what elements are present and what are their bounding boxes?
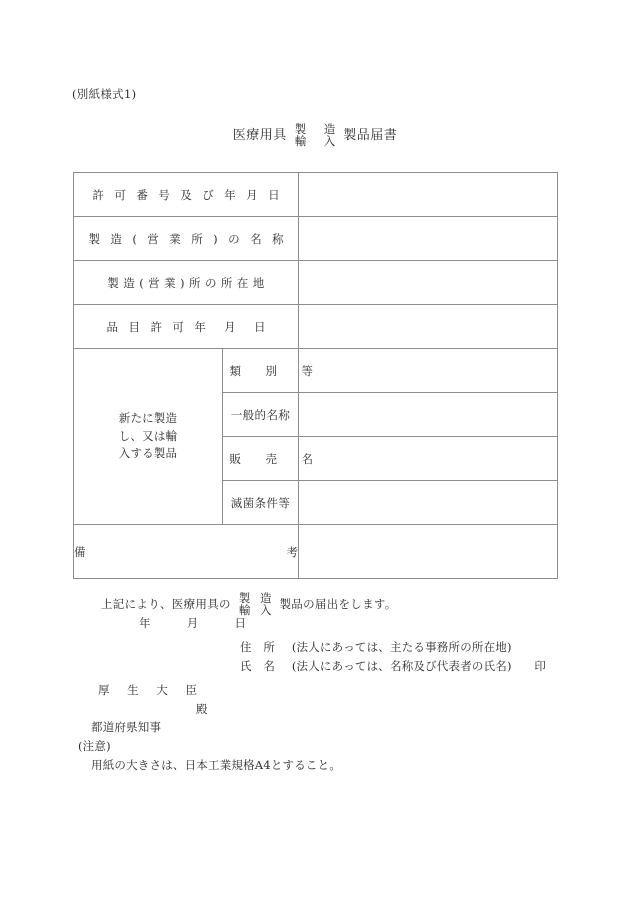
seal-mark: 印 xyxy=(534,659,547,673)
row-value-remarks[interactable] xyxy=(299,525,558,579)
row-value-permit-number[interactable] xyxy=(299,173,558,217)
remarks-label-left: 備 xyxy=(74,544,86,559)
page-title xyxy=(0,123,630,148)
row-value-item-permit-date[interactable] xyxy=(299,305,558,349)
row-label-item-permit-date: 品 目 許 可 年 月 日 xyxy=(74,305,299,349)
title-stacked-manufacture: 製 造 xyxy=(294,122,339,136)
row-label-new-products xyxy=(74,349,223,525)
name-label: 氏 名 xyxy=(240,659,276,673)
date-day-label: 日 xyxy=(234,616,247,630)
table-row xyxy=(74,261,558,305)
new-products-line3: 入する製品 xyxy=(118,446,178,461)
minister-label: 厚 生 大 臣 xyxy=(98,683,204,697)
note-body: 用紙の大きさは、日本工業規格A4とすること。 xyxy=(91,758,342,772)
declaration-stacked-manufacture: 製 造 xyxy=(238,591,275,605)
subrow-label-sterilization: 滅菌条件等 xyxy=(223,481,299,525)
title-row xyxy=(233,123,398,148)
form-code-label: (別紙様式1) xyxy=(72,87,137,101)
table-row xyxy=(74,217,558,261)
dono-line xyxy=(196,704,208,716)
name-line xyxy=(240,661,546,673)
table-row xyxy=(74,173,558,217)
row-value-factory-name[interactable] xyxy=(299,217,558,261)
subrow-value-sterilization[interactable] xyxy=(299,481,558,525)
address-note: (法人にあっては、主たる事務所の所在地) xyxy=(291,640,512,654)
date-line xyxy=(139,618,246,630)
subrow-value-category[interactable] xyxy=(299,349,558,393)
note-heading: (注意) xyxy=(78,739,111,753)
title-prefix: 医療用具 xyxy=(232,127,287,143)
name-note: (法人にあっては、名称及び代表者の氏名) xyxy=(291,659,512,673)
title-stacked-mode xyxy=(292,123,339,148)
new-products-line2: し、又は輸 xyxy=(118,428,178,443)
row-label-factory-address: 製 造 ( 営 業 ) 所 の 所 在 地 xyxy=(74,261,299,305)
row-label-permit-number: 許 可 番 号 及 び 年 月 日 xyxy=(74,173,299,217)
subrow-label-brand-name: 販 売 名 xyxy=(223,437,299,481)
form-table xyxy=(73,172,558,579)
date-month-label: 月 xyxy=(186,616,199,630)
declaration-stacked-import: 輸 入 xyxy=(238,603,275,618)
governor-line xyxy=(91,722,161,734)
governor-label: 都道府県知事 xyxy=(91,720,162,734)
title-stacked-import: 輸 入 xyxy=(294,134,339,149)
address-label: 住 所 xyxy=(240,640,276,654)
subrow-value-generic-name[interactable] xyxy=(299,393,558,437)
subrow-label-generic-name: 一般的名称 xyxy=(223,393,299,437)
subrow-label-category: 類 別 等 xyxy=(223,349,299,393)
address-line xyxy=(240,642,512,654)
date-year-label: 年 xyxy=(139,616,151,630)
title-suffix: 製品届書 xyxy=(343,127,398,143)
declaration-prefix: 上記により、医療用具の xyxy=(101,596,231,611)
minister-line xyxy=(91,685,204,697)
row-label-factory-name: 製 造 ( 営 業 所 ) の 名 称 xyxy=(74,217,299,261)
dono-label: 殿 xyxy=(196,702,208,716)
declaration-stacked-mode xyxy=(236,592,275,617)
subrow-value-brand-name[interactable] xyxy=(299,437,558,481)
row-value-factory-address[interactable] xyxy=(299,261,558,305)
row-label-remarks xyxy=(74,525,299,579)
new-products-line1: 新たに製造 xyxy=(118,410,178,425)
remarks-label-right: 考 xyxy=(286,544,298,559)
table-row xyxy=(74,305,558,349)
table-row xyxy=(74,525,558,579)
declaration-suffix: 製品の届出をします。 xyxy=(279,596,397,611)
table-row xyxy=(74,349,558,393)
declaration-line xyxy=(101,592,397,617)
